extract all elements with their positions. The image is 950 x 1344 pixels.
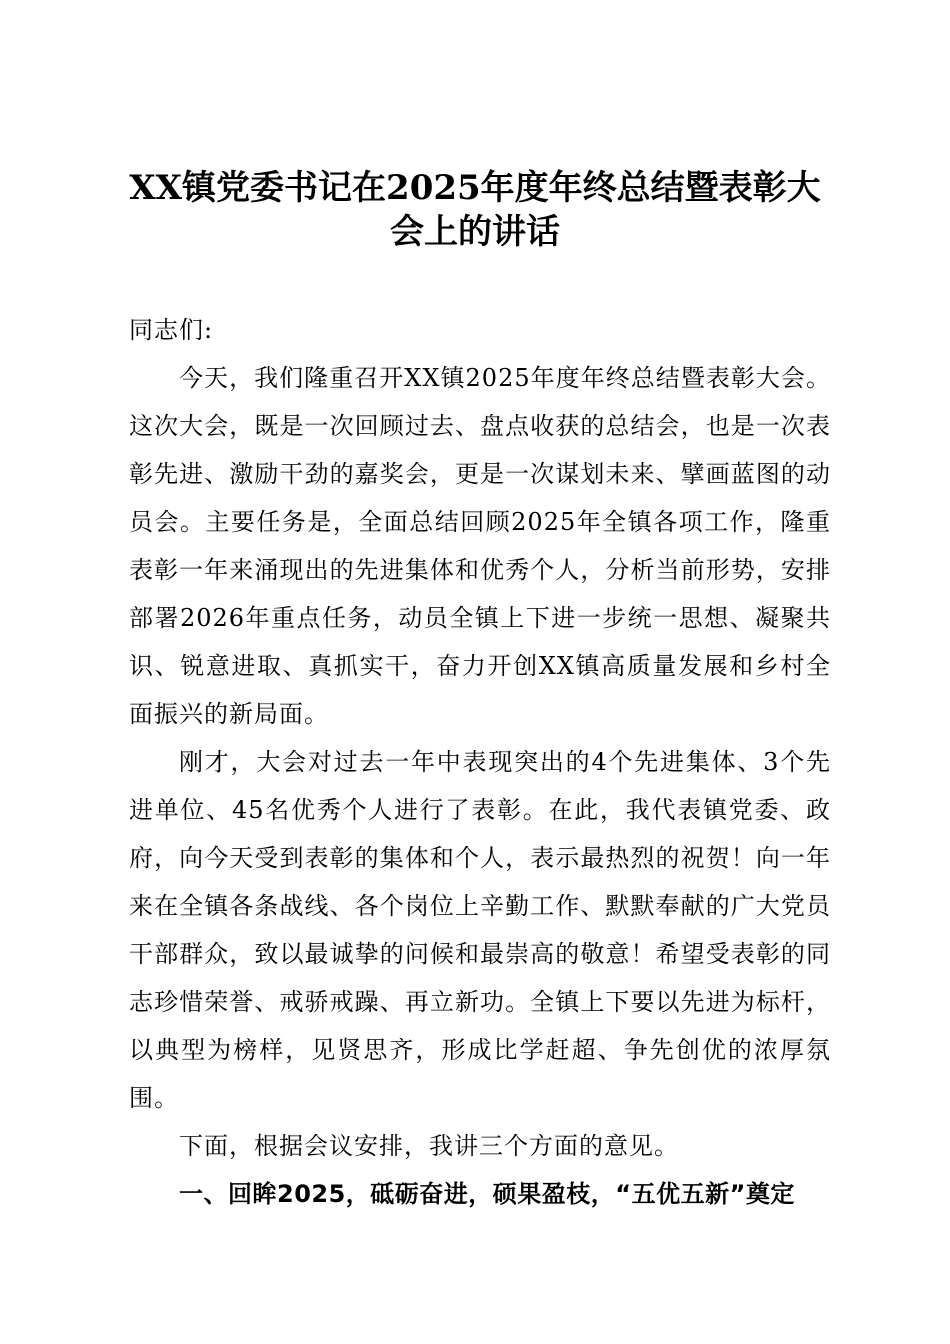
document-title (100, 166, 850, 254)
section-heading-1: 一、回眸2025，砥砺奋进，硕果盈枝，“五优五新”奠定 (179, 1180, 795, 1208)
paragraph-opening: 今天，我们隆重召开XX镇2025年度年终总结暨表彰大会。这次大会，既是一次回顾过去、盘点收获的总结会，也是一次表彰先进、激励干劲的嘉奖会，更是一次谋划未来、擘画蓝图的动员会。主要任务是，全面总结回顾2025年全镇各项工作，隆重表彰一年来涌现出的先进集体和优秀个人，分析当前形势，安排部署2026年重点任务，动员全镇上下进一步统一思想、凝聚共识、锐意进取、真抓实干，奋力开创XX镇高质量发展和乡村全面振兴的新局面。 (129, 364, 831, 728)
paragraph-transition: 下面，根据会议安排，我讲三个方面的意见。 (179, 1132, 679, 1160)
title-line-2: 会上的讲话 (390, 212, 560, 252)
document-body (129, 306, 831, 1218)
paragraph-commendation: 刚才，大会对过去一年中表现突出的4个先进集体、3个先进单位、45名优秀个人进行了表彰。在此，我代表镇党委、政府，向今天受到表彰的集体和个人，表示最热烈的祝贺！向一年来在全镇各条战线、各个岗位上辛勤工作、默默奉献的广大党员干部群众，致以最诚挚的问候和最崇高的敬意！希望受表彰的同志珍惜荣誉、戒骄戒躁、再立新功。全镇上下要以先进为标杆，以典型为榜样，见贤思齐，形成比学赶超、争先创优的浓厚氛围。 (129, 748, 831, 1112)
salutation: 同志们: (129, 316, 214, 344)
title-line-1: XX镇党委书记在2025年度年终总结暨表彰大 (129, 168, 821, 208)
